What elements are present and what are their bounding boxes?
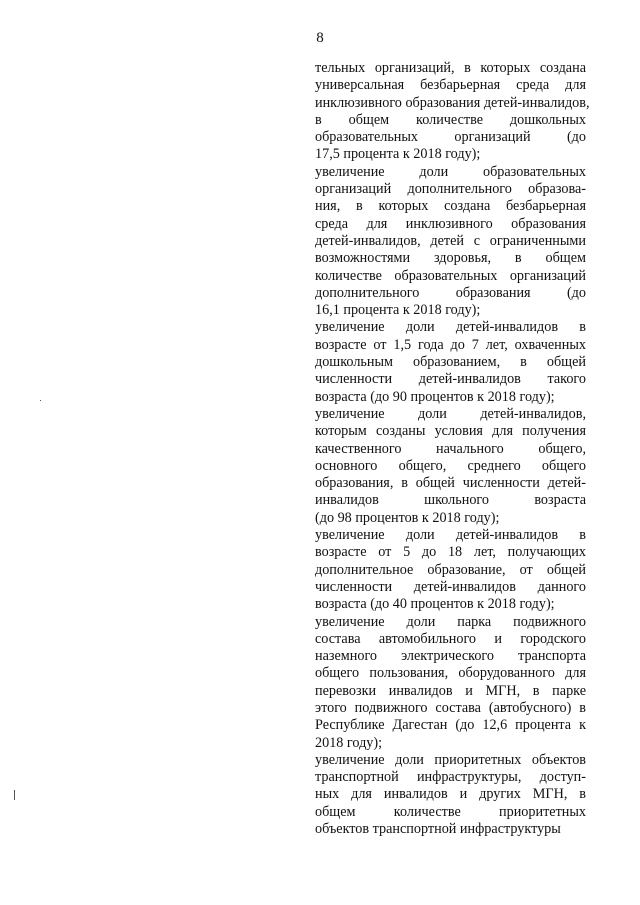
text-line: образования, в общей численности детей-: [315, 475, 586, 492]
paragraph: [315, 164, 586, 320]
text-line: транспортной инфраструктуры, доступ-: [315, 769, 586, 786]
text-line: увеличение доли приоритетных объектов: [315, 751, 586, 768]
text-line: 17,5 процента к 2018 году);: [315, 146, 481, 163]
paragraph: [315, 752, 586, 838]
text-line: ных для инвалидов и других МГН, в: [315, 786, 586, 803]
text-line: увеличение доли детей-инвалидов,: [315, 405, 586, 422]
text-line: 16,1 процента к 2018 году);: [315, 302, 481, 319]
scan-mark: [14, 790, 15, 800]
text-line: количестве образовательных организаций: [315, 267, 586, 284]
paragraph: [315, 60, 590, 164]
text-line: увеличение доли детей-инвалидов в: [315, 527, 586, 544]
text-line: ния, в которых создана безбарьерная: [315, 198, 586, 215]
text-line: 2018 году);: [315, 734, 383, 751]
text-line: организаций дополнительного образова-: [315, 181, 586, 198]
text-line: тельных организаций, в которых создана: [315, 60, 586, 76]
text-line: инвалидов школьного возраста: [315, 492, 586, 509]
paragraph: [315, 614, 586, 752]
text-line: возрасте от 5 до 18 лет, получающих: [315, 544, 586, 561]
text-line: перевозки инвалидов и МГН, в парке: [315, 682, 586, 699]
text-column: [315, 60, 590, 838]
text-line: универсальная безбарьерная среда для: [315, 77, 586, 94]
text-line: общем количестве приоритетных: [315, 803, 586, 820]
text-line: общего пользования, оборудованного для: [315, 665, 586, 682]
text-line: состава автомобильного и городского: [315, 630, 586, 647]
text-line: дополнительное образование, от общей: [315, 561, 586, 578]
text-line: которым созданы условия для получения: [315, 423, 586, 440]
text-line: среда для инклюзивного образования: [315, 215, 586, 232]
text-line: образовательных организаций (до: [315, 129, 586, 146]
text-line: объектов транспортной инфраструктуры: [315, 821, 561, 838]
text-line: этого подвижного состава (автобусного) в: [315, 699, 586, 716]
paragraph: [315, 527, 586, 613]
text-line: в общем количестве дошкольных: [315, 111, 586, 128]
paragraph: [315, 319, 586, 405]
text-line: наземного электрического транспорта: [315, 648, 586, 665]
scan-mark: [40, 400, 41, 401]
text-line: возраста (до 40 процентов к 2018 году);: [315, 596, 555, 613]
text-line: увеличение доли образовательных: [315, 163, 586, 180]
text-line: возрасте от 1,5 года до 7 лет, охваченных: [315, 336, 586, 353]
text-line: дополнительного образования (до: [315, 284, 586, 301]
text-line: увеличение доли парка подвижного: [315, 613, 586, 630]
text-line: Республике Дагестан (до 12,6 процента к: [315, 717, 586, 734]
text-line: инклюзивного образования детей-инвалидов,: [315, 94, 590, 111]
text-line: возраста (до 90 процентов к 2018 году);: [315, 388, 555, 405]
text-line: увеличение доли детей-инвалидов в: [315, 319, 586, 336]
text-line: возможностями здоровья, в общем: [315, 250, 586, 267]
text-line: качественного начального общего,: [315, 440, 586, 457]
text-line: численности детей-инвалидов данного: [315, 578, 586, 595]
paragraph: [315, 406, 586, 527]
page-number: 8: [316, 30, 324, 46]
text-line: численности детей-инвалидов такого: [315, 371, 586, 388]
text-line: основного общего, среднего общего: [315, 457, 586, 474]
text-line: дошкольным образованием, в общей: [315, 354, 586, 371]
text-line: детей-инвалидов, детей с ограниченными: [315, 232, 586, 249]
text-line: (до 98 процентов к 2018 году);: [315, 509, 500, 526]
